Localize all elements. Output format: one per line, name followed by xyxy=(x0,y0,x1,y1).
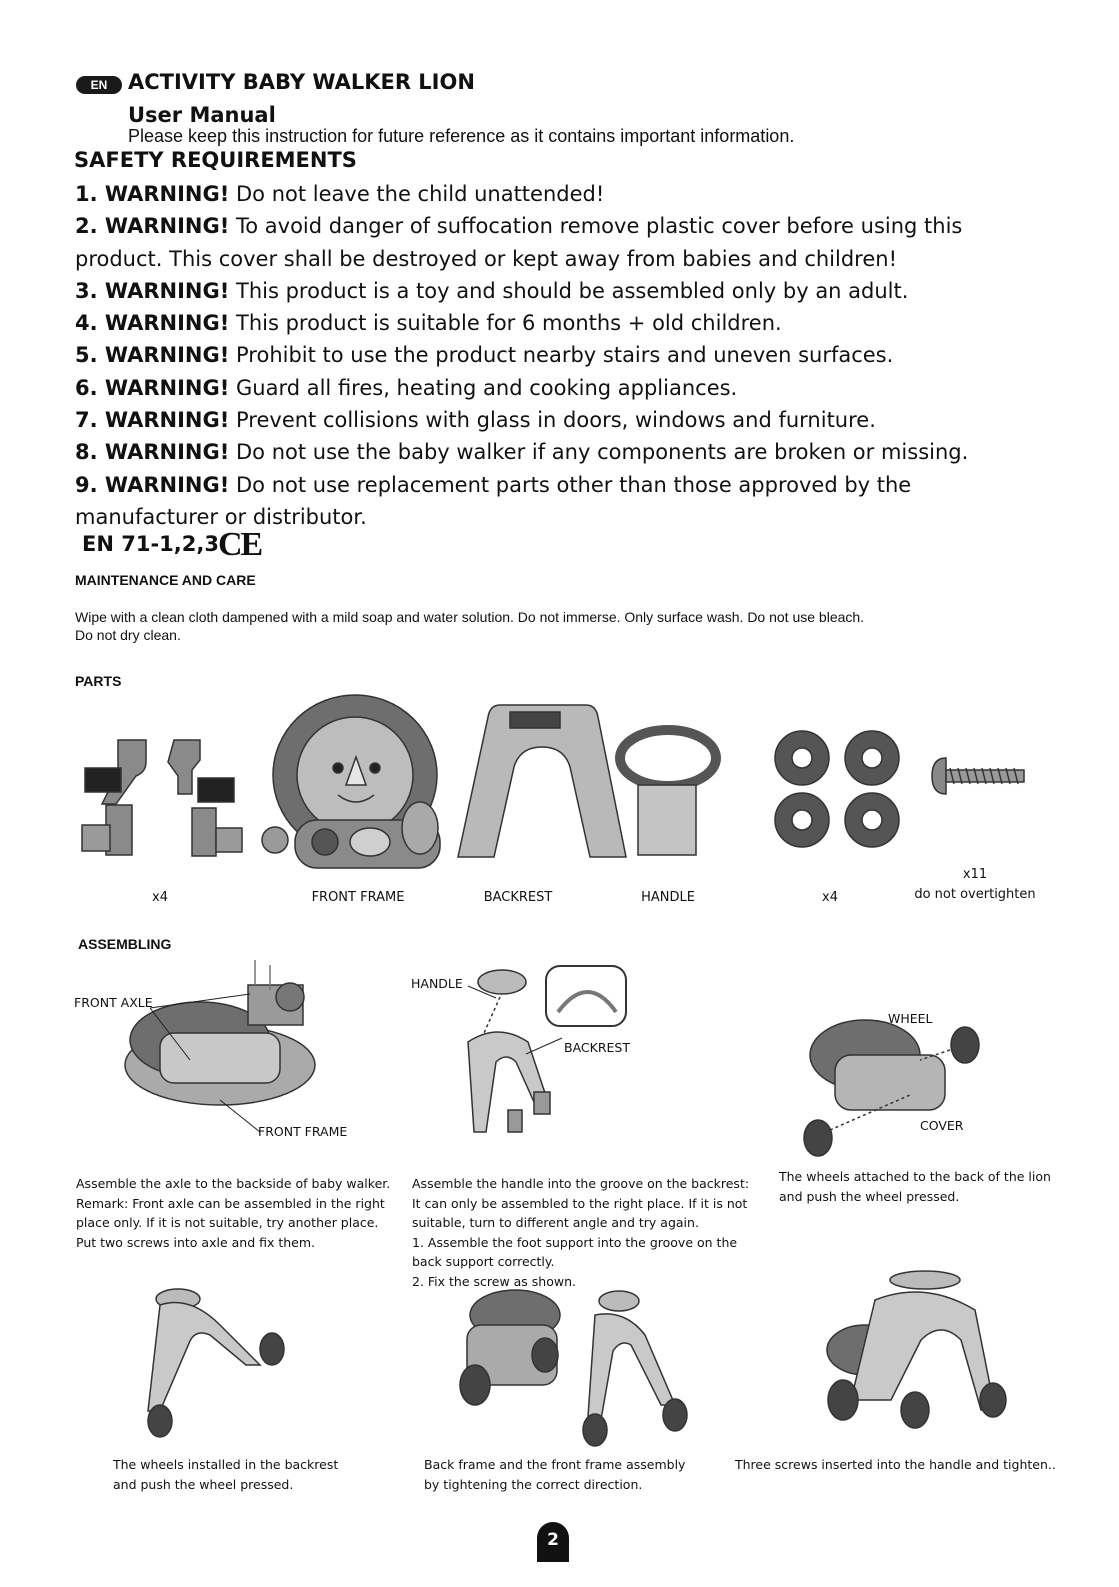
warning-line: manufacturer or distributor. xyxy=(75,504,367,529)
wheels-quantity: x4 xyxy=(822,890,838,905)
parts-heading: PARTS xyxy=(75,673,122,689)
backrest-icon xyxy=(458,705,626,857)
step4-illustration xyxy=(140,1285,300,1445)
callout-leaders xyxy=(466,982,566,1062)
warnings-list xyxy=(75,178,1075,533)
part-label-backrest: BACKREST xyxy=(483,890,553,905)
callout-cover: COVER xyxy=(920,1118,964,1133)
warning-line: 3. WARNING! This product is a toy and should be assembled only by an adult. xyxy=(75,278,909,303)
step3-illustration xyxy=(800,1010,990,1160)
ce-mark-icon: CE xyxy=(218,526,262,563)
front-frame-lion-icon xyxy=(262,695,440,868)
screws-quantity: x11 xyxy=(962,867,988,882)
step6-illustration xyxy=(815,1270,1015,1435)
screws-note: do not overtighten xyxy=(914,887,1036,902)
warning-line: 6. WARNING! Guard all fires, heating and cooking appliances. xyxy=(75,375,738,400)
handle-icon xyxy=(620,730,716,855)
step5-text: Back frame and the front frame assembly by tightening the correct direction. xyxy=(424,1457,686,1492)
callout-backrest: BACKREST xyxy=(564,1040,630,1055)
warning-line: 2. WARNING! To avoid danger of suffocation remove plastic cover before using this xyxy=(75,214,963,239)
callout-handle: HANDLE xyxy=(411,976,463,991)
step5-illustration xyxy=(455,1285,695,1450)
warning-line: 5. WARNING! Prohibit to use the product nearby stairs and uneven surfaces. xyxy=(75,343,894,368)
axles-quantity: x4 xyxy=(152,890,168,905)
safety-standard: EN 71-1,2,3 xyxy=(82,532,219,556)
safety-heading: SAFETY REQUIREMENTS xyxy=(74,148,357,172)
part-label-handle: HANDLE xyxy=(641,890,695,905)
maintenance-text: Wipe with a clean cloth dampened with a mild soap and water solution. Do not immerse. Only surface wash. Do not use bleach. Do not dry clean. xyxy=(75,609,865,643)
step6-text: Three screws inserted into the handle and tighten.. xyxy=(735,1457,1056,1472)
document-title: ACTIVITY BABY WALKER LION xyxy=(128,70,475,94)
axle-parts-icon xyxy=(82,740,242,856)
callout-leaders xyxy=(150,990,280,1140)
screw-icon xyxy=(932,758,1024,794)
warning-line: 1. WARNING! Do not leave the child unattended! xyxy=(75,182,605,206)
document-subtitle: User Manual xyxy=(128,103,276,127)
warning-line: 4. WARNING! This product is suitable for 6 months + old children. xyxy=(75,311,782,336)
language-badge: EN xyxy=(76,76,122,94)
callout-wheel: WHEEL xyxy=(888,1011,933,1026)
wheels-icon xyxy=(775,731,899,847)
part-label-front-frame: FRONT FRAME xyxy=(311,890,405,905)
step1-text: Assemble the axle to the backside of baby walker. Remark: Front axle can be assembled in the right place only. If it is not suitable, try another place. Put two screws into axle and fix them. xyxy=(76,1176,391,1250)
page-number: 2 xyxy=(537,1522,569,1562)
callout-front-axle: FRONT AXLE xyxy=(74,995,153,1010)
warning-line: 9. WARNING! Do not use replacement parts other than those approved by the xyxy=(75,472,912,497)
warning-line: product. This cover shall be destroyed or kept away from babies and children! xyxy=(75,246,897,271)
maintenance-heading: MAINTENANCE AND CARE xyxy=(75,572,256,588)
step3-text: The wheels attached to the back of the lion and push the wheel pressed. xyxy=(779,1169,1051,1204)
callout-front-frame: FRONT FRAME xyxy=(258,1124,348,1139)
warning-line: 7. WARNING! Prevent collisions with glass in doors, windows and furniture. xyxy=(75,408,876,433)
step4-text: The wheels installed in the backrest and push the wheel pressed. xyxy=(113,1457,339,1492)
assembling-heading: ASSEMBLING xyxy=(78,936,172,952)
warning-line: 8. WARNING! Do not use the baby walker if any components are broken or missing. xyxy=(75,440,969,465)
step2-text: Assemble the handle into the groove on the backrest: It can only be assembled to the right place. If it is not suitable, turn to different angle and try again. 1. Assemble the foot support into the groove on the back support correctly. 2. Fix the screw as shown. xyxy=(412,1176,750,1289)
keep-instructions-note: Please keep this instruction for future reference as it contains important information. xyxy=(128,126,795,146)
parts-illustration xyxy=(70,690,1050,890)
